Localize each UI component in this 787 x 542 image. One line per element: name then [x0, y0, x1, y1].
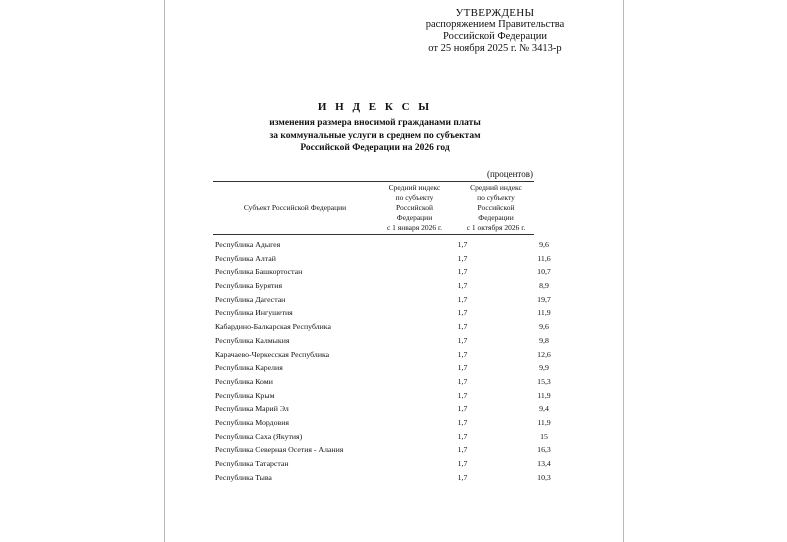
table-row: [213, 445, 551, 459]
table-row: [213, 390, 551, 405]
jan-index-cell: 1,7: [457, 322, 468, 332]
header-oct-line: Средний индекс: [470, 183, 522, 192]
oct-index-cell: 19,7: [537, 294, 551, 304]
table-row: [213, 240, 549, 254]
region-cell: Республика Адыгея: [215, 240, 281, 249]
table-row: [213, 294, 551, 309]
table-row: [213, 376, 551, 391]
jan-index-cell: 1,7: [457, 267, 468, 277]
oct-index-cell: 12,6: [537, 349, 551, 359]
region-cell: Республика Алтай: [215, 253, 276, 263]
table-row: [213, 363, 549, 377]
jan-index-cell: 1,7: [457, 431, 468, 441]
jan-index-cell: 1,7: [457, 390, 468, 400]
header-oct-line: по субъекту: [477, 193, 515, 202]
table-row: [213, 308, 551, 322]
region-cell: Республика Бурятия: [215, 281, 283, 291]
jan-index-cell: 1,7: [457, 363, 468, 373]
title-line-2: за коммунальные услуги в среднем по субъектам: [269, 130, 481, 141]
table-row: [213, 404, 549, 418]
header-subject: Субъект Российской Федерации: [243, 203, 347, 212]
unit-note: (процентов): [486, 169, 533, 179]
region-cell: Республика Татарстан: [215, 459, 289, 468]
header-jan-line: Федерации: [396, 213, 433, 222]
region-cell: Республика Саха (Якутия): [215, 431, 303, 441]
approval-line-3: от 25 ноября 2025 г. № 3413-р: [428, 43, 562, 54]
oct-index-cell: 15: [540, 431, 548, 441]
table-row: [213, 417, 551, 432]
region-cell: Республика Дагестан: [215, 294, 286, 304]
region-cell: Республика Калмыкия: [215, 335, 290, 345]
jan-index-cell: 1,7: [457, 308, 468, 318]
header-jan-line: с 1 января 2026 г.: [386, 223, 443, 232]
title-line-3: Российской Федерации на 2026 год: [300, 143, 450, 153]
region-cell: Кабардино-Балкарская Республика: [215, 322, 331, 332]
oct-index-cell: 9,8: [539, 335, 549, 345]
approval-stamp: [395, 7, 595, 55]
oct-index-cell: 10,7: [537, 267, 551, 277]
header-jan-line: Российской: [396, 203, 433, 212]
header-oct-line: с 1 октября 2026 г.: [466, 223, 526, 232]
oct-index-cell: 11,9: [537, 308, 551, 318]
jan-index-cell: 1,7: [457, 376, 468, 386]
oct-index-cell: 9,4: [539, 404, 549, 414]
region-cell: Республика Башкортостан: [215, 267, 303, 277]
oct-index-cell: 16,3: [537, 445, 551, 455]
jan-index-cell: 1,7: [457, 335, 468, 345]
oct-index-cell: 9,9: [539, 363, 549, 373]
oct-index-cell: 13,4: [537, 459, 551, 468]
region-cell: Республика Северная Осетия - Алания: [215, 445, 344, 455]
oct-index-cell: 11,6: [537, 253, 551, 263]
region-cell: Республика Марий Эл: [215, 404, 289, 414]
approval-line-2: Российской Федерации: [443, 31, 547, 42]
table-row: [213, 281, 549, 295]
jan-index-cell: 1,7: [457, 404, 468, 414]
jan-index-cell: 1,7: [457, 459, 468, 468]
oct-index-cell: 15,3: [537, 376, 551, 386]
oct-index-cell: 11,9: [537, 390, 551, 400]
region-cell: Республика Коми: [215, 376, 273, 386]
approval-heading: УТВЕРЖДЕНЫ: [455, 7, 535, 19]
header-oct-line: Федерации: [478, 213, 514, 222]
jan-index-cell: 1,7: [457, 472, 468, 482]
jan-index-cell: 1,7: [457, 349, 468, 359]
jan-index-cell: 1,7: [457, 294, 468, 304]
table-row: [213, 253, 551, 268]
oct-index-cell: 8,9: [539, 281, 549, 291]
region-cell: Республика Крым: [215, 390, 275, 400]
oct-index-cell: 10,3: [537, 472, 551, 482]
jan-index-cell: 1,7: [457, 281, 468, 291]
table-row: [213, 349, 551, 364]
header-oct: [456, 183, 536, 233]
approval-line-1: распоряжением Правительства: [425, 19, 565, 30]
table-row: [213, 335, 549, 350]
table-row: [213, 472, 551, 487]
table-row: [213, 431, 548, 446]
jan-index-cell: 1,7: [457, 240, 468, 249]
region-cell: Республика Мордовия: [215, 417, 289, 427]
table-row: [213, 459, 551, 473]
jan-index-cell: 1,7: [457, 417, 468, 427]
region-cell: Республика Тыва: [215, 472, 272, 482]
region-cell: Республика Ингушетия: [215, 308, 293, 318]
title-line-1: изменения размера вносимой гражданами платы: [269, 118, 481, 128]
table-row: [213, 322, 549, 336]
header-jan: [377, 183, 452, 233]
header-jan-line: Средний индекс: [388, 183, 441, 192]
header-oct-line: Российской: [477, 203, 515, 212]
document-title: [205, 101, 545, 155]
oct-index-cell: 9,6: [539, 322, 549, 332]
region-cell: Республика Карелия: [215, 363, 283, 373]
document-page: [164, 0, 624, 542]
region-cell: Карачаево-Черкесская Республика: [215, 349, 330, 359]
table-body: [213, 240, 551, 486]
table-row: [213, 267, 551, 281]
jan-index-cell: 1,7: [457, 445, 468, 455]
title-main: И Н Д Е К С Ы: [317, 101, 433, 113]
jan-index-cell: 1,7: [457, 253, 468, 263]
oct-index-cell: 11,9: [537, 417, 551, 427]
oct-index-cell: 9,6: [539, 240, 549, 249]
header-jan-line: по субъекту: [395, 193, 434, 202]
table-top-rule: [213, 181, 534, 182]
table-header-rule: [213, 234, 534, 235]
